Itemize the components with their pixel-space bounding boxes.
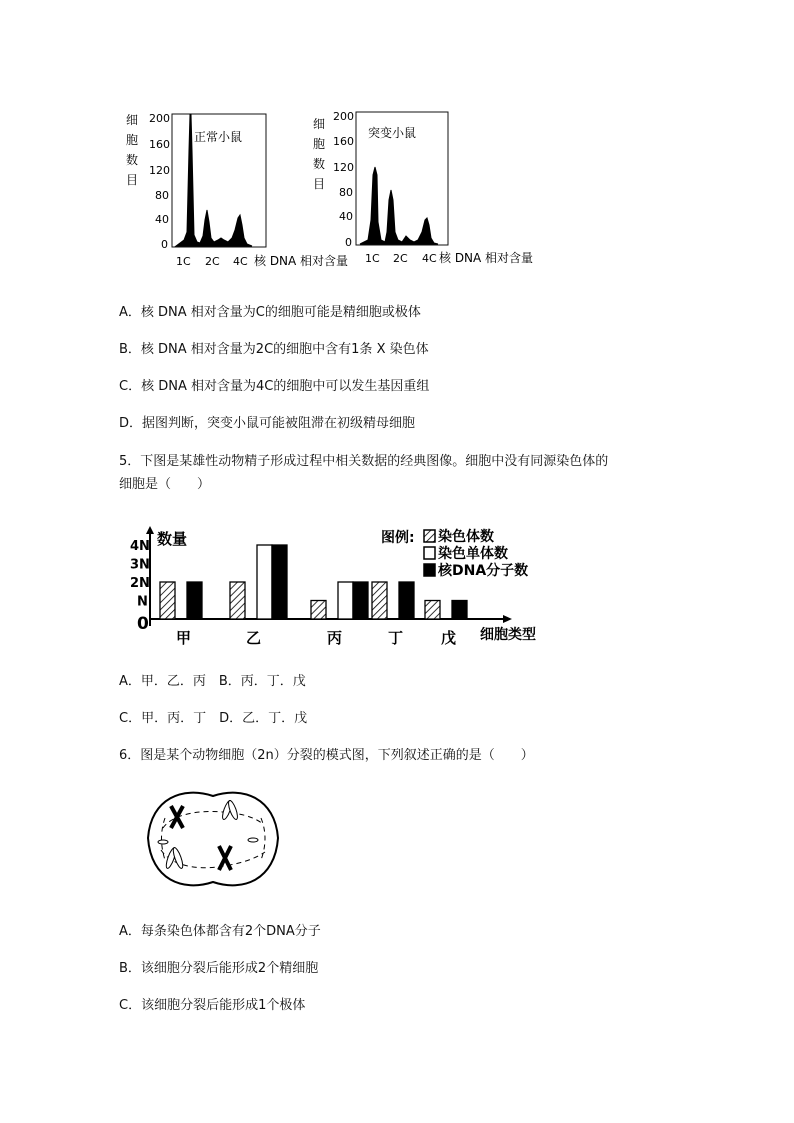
y-tick-label: N — [137, 594, 148, 610]
x-axis-label: 核 DNA 相对含量 — [439, 251, 534, 265]
chromosome — [171, 806, 183, 828]
histogram-figure — [0, 0, 794, 280]
chromosome — [219, 846, 231, 870]
y-tick: 40 — [155, 213, 169, 226]
x-tick: 2C — [205, 255, 220, 268]
bar-chart — [0, 522, 794, 652]
cell-membrane — [148, 793, 278, 886]
q5-options-line1: A．甲．乙．丙 B．丙．丁．戊 — [119, 674, 306, 689]
bar-4-2 — [452, 601, 467, 620]
x-axis-label: 核 DNA 相对含量 — [254, 254, 349, 268]
y-label-char: 细 — [126, 113, 139, 127]
bar-0-2 — [187, 582, 202, 619]
x-tick: 1C — [176, 255, 191, 268]
chart-title: 正常小鼠 — [194, 130, 243, 144]
y-tick: 160 — [149, 138, 170, 151]
y-label-char: 目 — [313, 177, 326, 191]
y-tick-label: 3N — [130, 557, 150, 573]
legend-label-chromosome: 染色体数 — [438, 529, 494, 545]
q5-stem-line2: 细胞是（ ） — [119, 477, 211, 492]
y-tick: 120 — [333, 161, 354, 174]
x-tick: 2C — [393, 252, 408, 265]
y-tick: 80 — [339, 186, 353, 199]
chromosome — [164, 847, 184, 870]
q6-option-a: A．每条染色体都含有2个DNA分子 — [119, 924, 321, 939]
legend — [381, 528, 528, 579]
bar-3-2 — [399, 582, 414, 619]
y-tick: 200 — [149, 112, 170, 125]
q6-option-b: B．该细胞分裂后能形成2个精细胞 — [119, 961, 319, 976]
bar-1-0 — [230, 582, 245, 619]
y-tick: 120 — [149, 164, 170, 177]
chart-title: 突变小鼠 — [368, 126, 417, 140]
chromosome — [158, 838, 258, 844]
mutant-mouse-chart — [313, 110, 533, 265]
y-tick: 0 — [345, 236, 352, 249]
category-label: 丁 — [388, 629, 404, 647]
x-axis-arrow — [503, 615, 512, 623]
category-label: 戊 — [441, 629, 457, 647]
legend-swatch-chromatid — [424, 547, 435, 559]
bar-3-0 — [372, 582, 387, 619]
x-tick: 4C — [422, 252, 437, 265]
bar-4-0 — [425, 601, 440, 620]
q4-option-a: A．核 DNA 相对含量为C的细胞可能是精细胞或极体 — [119, 305, 421, 320]
y-label-char: 数 — [126, 153, 139, 167]
bar-2-1 — [338, 582, 353, 619]
y-tick: 40 — [339, 210, 353, 223]
category-label: 甲 — [176, 629, 192, 647]
y-tick: 80 — [155, 189, 169, 202]
y-label-char: 胞 — [126, 133, 139, 147]
y-label-char: 细 — [313, 117, 326, 131]
legend-swatch-dna — [424, 564, 435, 576]
y-axis-label: 数量 — [157, 530, 188, 548]
q4-option-c: C．核 DNA 相对含量为4C的细胞中可以发生基因重组 — [119, 379, 430, 394]
y-tick: 0 — [161, 238, 168, 251]
y-tick-label: 2N — [130, 576, 150, 591]
x-tick: 4C — [233, 255, 248, 268]
q4-option-d: D．据图判断，突变小鼠可能被阻滞在初级精母细胞 — [119, 416, 416, 431]
y-label-char: 目 — [126, 173, 139, 187]
bar-1-1 — [257, 545, 272, 619]
cell-division-diagram — [143, 788, 283, 892]
legend-swatch-chromosome — [424, 530, 435, 542]
x-tick: 1C — [365, 252, 380, 265]
y-tick: 160 — [333, 135, 354, 148]
q6-stem: 6．图是某个动物细胞（2n）分裂的模式图，下列叙述正确的是（ ） — [119, 748, 534, 763]
q6-option-c: C．该细胞分裂后能形成1个极体 — [119, 998, 306, 1013]
x-axis-label: 细胞类型 — [480, 627, 536, 643]
y-tick: 200 — [333, 110, 354, 123]
y-label-char: 胞 — [313, 137, 326, 151]
q5-stem-line1: 5．下图是某雄性动物精子形成过程中相关数据的经典图像。细胞中没有同源染色体的 — [119, 454, 609, 469]
y-label-char: 数 — [313, 157, 326, 171]
bar-0-0 — [160, 582, 175, 619]
mutant-histogram-curve — [360, 167, 438, 244]
chromosome — [221, 800, 239, 821]
q5-options-line2: C．甲．丙．丁 D．乙．丁．戊 — [119, 711, 308, 726]
category-label: 乙 — [246, 629, 262, 647]
legend-label-dna: 核DNA分子数 — [438, 563, 529, 579]
bar-1-2 — [272, 545, 287, 619]
y-tick-label: 4N — [130, 539, 150, 554]
category-label: 丙 — [327, 629, 343, 647]
bar-2-2 — [353, 582, 368, 619]
legend-title: 图例: — [381, 530, 415, 546]
y-axis-arrow — [146, 526, 154, 534]
y-tick-label: 0 — [137, 614, 149, 634]
legend-label-chromatid: 染色单体数 — [438, 546, 508, 562]
bar-2-0 — [311, 601, 326, 620]
q4-option-b: B．核 DNA 相对含量为2C的细胞中含有1条 X 染色体 — [119, 342, 429, 357]
